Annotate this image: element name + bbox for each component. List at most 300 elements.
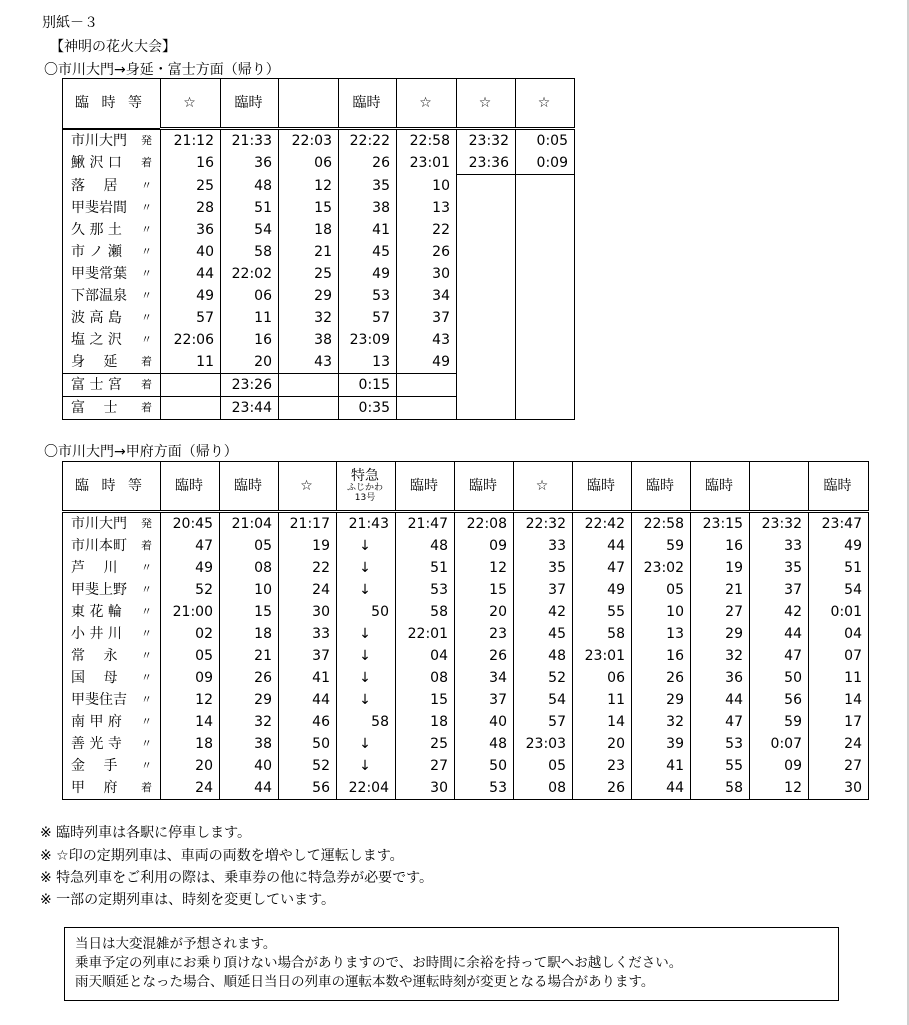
time-cell: 21:47: [396, 512, 455, 536]
time-cell: 0:07: [750, 733, 809, 755]
station-cell: [63, 689, 161, 711]
time-cell: 0:05: [516, 129, 575, 153]
station-name: 市 ノ 瀬: [71, 243, 122, 260]
time-cell: 15: [279, 197, 339, 219]
station-cell: [63, 512, 161, 536]
time-cell: [516, 175, 575, 197]
time-cell: [457, 175, 516, 197]
pass-through-arrow: ↓: [337, 557, 396, 579]
time-cell: [516, 197, 575, 219]
time-cell: 50: [750, 667, 809, 689]
time-cell: 0:35: [339, 396, 397, 419]
time-cell: 0:09: [516, 152, 575, 175]
time-cell: 22:58: [632, 512, 691, 536]
time-cell: 09: [161, 667, 220, 689]
time-cell: [161, 373, 221, 396]
column-header: 臨時: [221, 79, 279, 129]
table-row: [63, 129, 575, 153]
station-name: 下部温泉: [71, 287, 127, 304]
column-header: [691, 462, 750, 512]
table-row: [63, 711, 869, 733]
column-header-label: 臨時: [469, 478, 497, 494]
time-cell: [279, 396, 339, 419]
time-cell: 59: [750, 711, 809, 733]
event-title: 【神明の花火大会】: [50, 39, 176, 55]
time-cell: 41: [279, 667, 337, 689]
station-cell: [63, 197, 161, 219]
time-cell: 51: [396, 557, 455, 579]
time-cell: 37: [279, 645, 337, 667]
column-header: ☆: [161, 79, 221, 129]
arrive-depart-mark: 〃: [141, 715, 152, 728]
station-cell: [63, 396, 161, 419]
station-cell: [63, 755, 161, 777]
arrive-depart-mark: 着: [141, 781, 152, 794]
train-number: 13号: [354, 493, 376, 503]
station-name: 身 延: [71, 353, 118, 370]
time-cell: [279, 373, 339, 396]
arrive-depart-mark: 〃: [141, 244, 152, 258]
pass-through-arrow: ↓: [337, 579, 396, 601]
table-row: [63, 512, 869, 536]
time-cell: [457, 329, 516, 351]
time-cell: 35: [514, 557, 573, 579]
note-1: ※ 臨時列車は各駅に停車します。: [40, 825, 252, 841]
station-cell: [63, 667, 161, 689]
time-cell: 26: [397, 241, 457, 263]
time-cell: 57: [514, 711, 573, 733]
table-row: [63, 579, 869, 601]
column-header-label: 臨時: [410, 478, 438, 494]
station-name: 鰍 沢 口: [71, 155, 122, 172]
time-cell: 40: [161, 241, 221, 263]
table-row: [63, 285, 575, 307]
time-cell: [161, 396, 221, 419]
time-cell: 10: [397, 175, 457, 197]
time-cell: 52: [514, 667, 573, 689]
station-cell: [63, 307, 161, 329]
time-cell: 43: [279, 351, 339, 374]
column-header-label: 特急: [351, 468, 379, 484]
column-header: ☆: [457, 79, 516, 129]
time-cell: 22:02: [221, 263, 279, 285]
column-header: 臨時: [339, 79, 397, 129]
column-header: [573, 462, 632, 512]
time-cell: 53: [339, 285, 397, 307]
time-cell: 35: [750, 557, 809, 579]
time-cell: 23:32: [457, 129, 516, 153]
time-cell: 50: [455, 755, 514, 777]
station-cell: [63, 601, 161, 623]
pass-through-arrow: ↓: [337, 623, 396, 645]
time-cell: 37: [514, 579, 573, 601]
table-row: [63, 601, 869, 623]
arrive-depart-mark: 着: [141, 539, 152, 552]
time-cell: 51: [221, 197, 279, 219]
station-cell: [63, 241, 161, 263]
station-cell: [63, 777, 161, 800]
time-cell: 56: [279, 777, 337, 800]
table-row: [63, 733, 869, 755]
time-cell: 22:58: [397, 129, 457, 153]
station-name: 南 甲 府: [71, 714, 122, 730]
time-cell: 22:01: [396, 623, 455, 645]
header-label: 臨 時 等: [63, 79, 161, 129]
arrive-depart-mark: 〃: [141, 627, 152, 640]
time-cell: 02: [161, 623, 220, 645]
time-cell: [457, 219, 516, 241]
time-cell: 29: [220, 689, 279, 711]
time-cell: 13: [397, 197, 457, 219]
time-cell: 08: [396, 667, 455, 689]
time-cell: 30: [809, 777, 869, 800]
document-label: 別紙－３: [42, 15, 98, 31]
pass-through-arrow: ↓: [337, 667, 396, 689]
time-cell: 21:17: [279, 512, 337, 536]
time-cell: 52: [161, 579, 220, 601]
time-cell: 48: [455, 733, 514, 755]
section1-title: 〇市川大門→身延・富士方面（帰り）: [44, 62, 280, 78]
time-cell: 52: [279, 755, 337, 777]
time-cell: 23:15: [691, 512, 750, 536]
time-cell: [457, 285, 516, 307]
time-cell: 0:15: [339, 373, 397, 396]
station-name: 東 花 輪: [71, 604, 122, 620]
time-cell: 47: [573, 557, 632, 579]
notice-box: [64, 927, 839, 1001]
time-cell: 51: [809, 557, 869, 579]
table-row: [63, 197, 575, 219]
pass-through-arrow: ↓: [337, 689, 396, 711]
time-cell: 42: [750, 601, 809, 623]
train-name: ふじかわ: [346, 483, 383, 493]
station-name: 甲 府: [71, 780, 118, 796]
time-cell: 49: [339, 263, 397, 285]
table-row: [63, 396, 575, 419]
station-cell: [63, 219, 161, 241]
table-row: [63, 645, 869, 667]
time-cell: [516, 285, 575, 307]
station-name: 富 士 宮: [71, 376, 122, 393]
column-header: ☆: [516, 79, 575, 129]
column-header: [514, 462, 573, 512]
timetable-kofu: [62, 461, 869, 800]
time-cell: 37: [750, 579, 809, 601]
time-cell: 13: [339, 351, 397, 374]
station-name: 芦 川: [71, 560, 118, 576]
time-cell: 48: [514, 645, 573, 667]
station-name: 市川大門: [71, 132, 127, 149]
time-cell: 12: [279, 175, 339, 197]
time-cell: 44: [279, 689, 337, 711]
column-header-label: 臨時: [234, 478, 262, 494]
station-name: 国 母: [71, 670, 118, 686]
station-cell: [63, 129, 161, 153]
time-cell: 18: [161, 733, 220, 755]
time-cell: 36: [161, 219, 221, 241]
table-row: [63, 241, 575, 263]
arrive-depart-mark: 〃: [141, 200, 152, 214]
station-name: 甲斐住吉: [71, 692, 127, 708]
time-cell: 22:22: [339, 129, 397, 153]
time-cell: 32: [632, 711, 691, 733]
time-cell: 35: [339, 175, 397, 197]
station-cell: [63, 623, 161, 645]
table-row: [63, 263, 575, 285]
table-row: [63, 219, 575, 241]
table-row: [63, 777, 869, 800]
time-cell: 58: [221, 241, 279, 263]
arrive-depart-mark: 〃: [141, 310, 152, 324]
time-cell: [457, 197, 516, 219]
time-cell: 23:26: [221, 373, 279, 396]
station-name: 落 居: [71, 177, 118, 194]
time-cell: 22: [397, 219, 457, 241]
time-cell: 21:00: [161, 601, 220, 623]
station-name: 市川本町: [71, 538, 127, 554]
time-cell: 21:04: [220, 512, 279, 536]
time-cell: [516, 307, 575, 329]
time-cell: 48: [396, 535, 455, 557]
time-cell: 05: [161, 645, 220, 667]
time-cell: 53: [455, 777, 514, 800]
time-cell: [516, 329, 575, 351]
arrive-depart-mark: 〃: [141, 605, 152, 618]
arrive-depart-mark: 〃: [141, 649, 152, 662]
arrive-depart-mark: 〃: [141, 671, 152, 684]
station-cell: [63, 175, 161, 197]
time-cell: 11: [573, 689, 632, 711]
time-cell: 18: [396, 711, 455, 733]
time-cell: 30: [396, 777, 455, 800]
station-name: 波 高 島: [71, 309, 122, 326]
arrive-depart-mark: 着: [141, 156, 152, 170]
column-header-label: 臨時: [705, 478, 733, 494]
station-cell: [63, 733, 161, 755]
time-cell: 17: [809, 711, 869, 733]
time-cell: 14: [809, 689, 869, 711]
time-cell: 54: [809, 579, 869, 601]
notice-line-1: 当日は大変混雑が予想されます。: [75, 936, 277, 952]
time-cell: 11: [221, 307, 279, 329]
time-cell: 20: [573, 733, 632, 755]
time-cell: 09: [455, 535, 514, 557]
time-cell: 23: [573, 755, 632, 777]
time-cell: [516, 396, 575, 419]
column-header-label: 臨時: [175, 478, 203, 494]
note-4: ※ 一部の定期列車は、時刻を変更しています。: [40, 892, 336, 908]
time-cell: 55: [691, 755, 750, 777]
time-cell: 43: [397, 329, 457, 351]
time-cell: 34: [455, 667, 514, 689]
column-header: [632, 462, 691, 512]
section2-title: 〇市川大門→甲府方面（帰り）: [44, 444, 238, 460]
time-cell: 26: [455, 645, 514, 667]
time-cell: 04: [809, 623, 869, 645]
time-cell: 22:06: [161, 329, 221, 351]
station-cell: [63, 579, 161, 601]
time-cell: 32: [279, 307, 339, 329]
time-cell: 45: [514, 623, 573, 645]
time-cell: 41: [339, 219, 397, 241]
column-header: [161, 462, 220, 512]
time-cell: 08: [220, 557, 279, 579]
time-cell: 24: [279, 579, 337, 601]
time-cell: [457, 351, 516, 374]
station-name: 甲斐岩間: [71, 199, 127, 216]
time-cell: 44: [632, 777, 691, 800]
time-cell: 21: [220, 645, 279, 667]
time-cell: 06: [573, 667, 632, 689]
time-cell: 57: [339, 307, 397, 329]
time-cell: 26: [220, 667, 279, 689]
time-cell: 44: [691, 689, 750, 711]
station-name: 富 士: [71, 399, 118, 416]
column-header: [279, 79, 339, 129]
notice-line-3: 雨天順延となった場合、順延日当日の列車の運転本数や運転時刻が変更となる場合があります。: [75, 974, 655, 990]
table-row: [63, 535, 869, 557]
time-cell: 22:04: [337, 777, 396, 800]
time-cell: [457, 263, 516, 285]
column-header-label: 臨時: [823, 478, 852, 494]
arrive-depart-mark: 〃: [141, 583, 152, 596]
time-cell: 08: [514, 777, 573, 800]
time-cell: 23:36: [457, 152, 516, 175]
time-cell: 23:09: [339, 329, 397, 351]
station-name: 金 手: [71, 758, 118, 774]
column-header: [220, 462, 279, 512]
note-2: ※ ☆印の定期列車は、車両の両数を増やして運転します。: [40, 848, 404, 864]
time-cell: 21:43: [337, 512, 396, 536]
station-name: 塩 之 沢: [71, 331, 122, 348]
time-cell: 10: [220, 579, 279, 601]
column-header: [750, 462, 809, 512]
time-cell: 54: [514, 689, 573, 711]
table-row: [63, 667, 869, 689]
time-cell: [457, 307, 516, 329]
time-cell: 25: [396, 733, 455, 755]
time-cell: 21:12: [161, 129, 221, 153]
time-cell: 15: [396, 689, 455, 711]
arrive-depart-mark: 〃: [141, 266, 152, 280]
time-cell: 24: [809, 733, 869, 755]
table-row: [63, 175, 575, 197]
arrive-depart-mark: 〃: [141, 561, 152, 574]
time-cell: [516, 219, 575, 241]
table-row: [63, 351, 575, 374]
time-cell: 22:03: [279, 129, 339, 153]
time-cell: [516, 373, 575, 396]
time-cell: 21: [279, 241, 339, 263]
time-cell: 59: [632, 535, 691, 557]
time-cell: 16: [221, 329, 279, 351]
arrive-depart-mark: 〃: [141, 332, 152, 346]
time-cell: 21: [691, 579, 750, 601]
time-cell: 44: [220, 777, 279, 800]
station-cell: [63, 329, 161, 351]
time-cell: 14: [161, 711, 220, 733]
table-row: [63, 152, 575, 175]
time-cell: 29: [279, 285, 339, 307]
time-cell: 47: [750, 645, 809, 667]
time-cell: 14: [573, 711, 632, 733]
time-cell: 15: [455, 579, 514, 601]
table-row: [63, 373, 575, 396]
time-cell: 09: [750, 755, 809, 777]
time-cell: 54: [221, 219, 279, 241]
time-cell: 18: [220, 623, 279, 645]
time-cell: 19: [279, 535, 337, 557]
arrive-depart-mark: 着: [141, 377, 152, 391]
station-cell: [63, 373, 161, 396]
time-cell: 57: [161, 307, 221, 329]
time-cell: 20: [221, 351, 279, 374]
time-cell: [397, 373, 457, 396]
time-cell: [457, 396, 516, 419]
time-cell: [397, 396, 457, 419]
time-cell: 58: [573, 623, 632, 645]
table-row: [63, 329, 575, 351]
arrive-depart-mark: 〃: [141, 222, 152, 236]
time-cell: 27: [691, 601, 750, 623]
time-cell: 26: [573, 777, 632, 800]
time-cell: 56: [750, 689, 809, 711]
time-cell: 33: [750, 535, 809, 557]
arrive-depart-mark: 着: [141, 354, 152, 368]
time-cell: 16: [632, 645, 691, 667]
time-cell: 20:45: [161, 512, 220, 536]
station-cell: [63, 152, 161, 175]
station-name: 甲斐常葉: [71, 265, 127, 282]
time-cell: 22:08: [455, 512, 514, 536]
time-cell: 49: [573, 579, 632, 601]
time-cell: 29: [691, 623, 750, 645]
time-cell: 21:33: [221, 129, 279, 153]
time-cell: 37: [397, 307, 457, 329]
time-cell: 36: [691, 667, 750, 689]
time-cell: 06: [279, 152, 339, 175]
time-cell: 42: [514, 601, 573, 623]
time-cell: 28: [161, 197, 221, 219]
time-cell: 22:42: [573, 512, 632, 536]
column-header: [337, 462, 396, 512]
time-cell: 33: [514, 535, 573, 557]
time-cell: 29: [632, 689, 691, 711]
column-header: ☆: [397, 79, 457, 129]
time-cell: 47: [161, 535, 220, 557]
time-cell: 11: [809, 667, 869, 689]
time-cell: 23: [455, 623, 514, 645]
arrive-depart-mark: 〃: [141, 759, 152, 772]
column-header-label: ☆: [535, 478, 549, 494]
time-cell: 37: [455, 689, 514, 711]
column-header: [809, 462, 869, 512]
time-cell: 38: [220, 733, 279, 755]
time-cell: [516, 351, 575, 374]
arrive-depart-mark: 発: [141, 133, 152, 147]
column-header-label: 臨時: [587, 478, 615, 494]
time-cell: 49: [397, 351, 457, 374]
time-cell: 25: [161, 175, 221, 197]
time-cell: [516, 241, 575, 263]
time-cell: 05: [632, 579, 691, 601]
time-cell: 25: [279, 263, 339, 285]
time-cell: 33: [279, 623, 337, 645]
time-cell: 18: [279, 219, 339, 241]
time-cell: 27: [396, 755, 455, 777]
time-cell: 06: [221, 285, 279, 307]
time-cell: 58: [396, 601, 455, 623]
